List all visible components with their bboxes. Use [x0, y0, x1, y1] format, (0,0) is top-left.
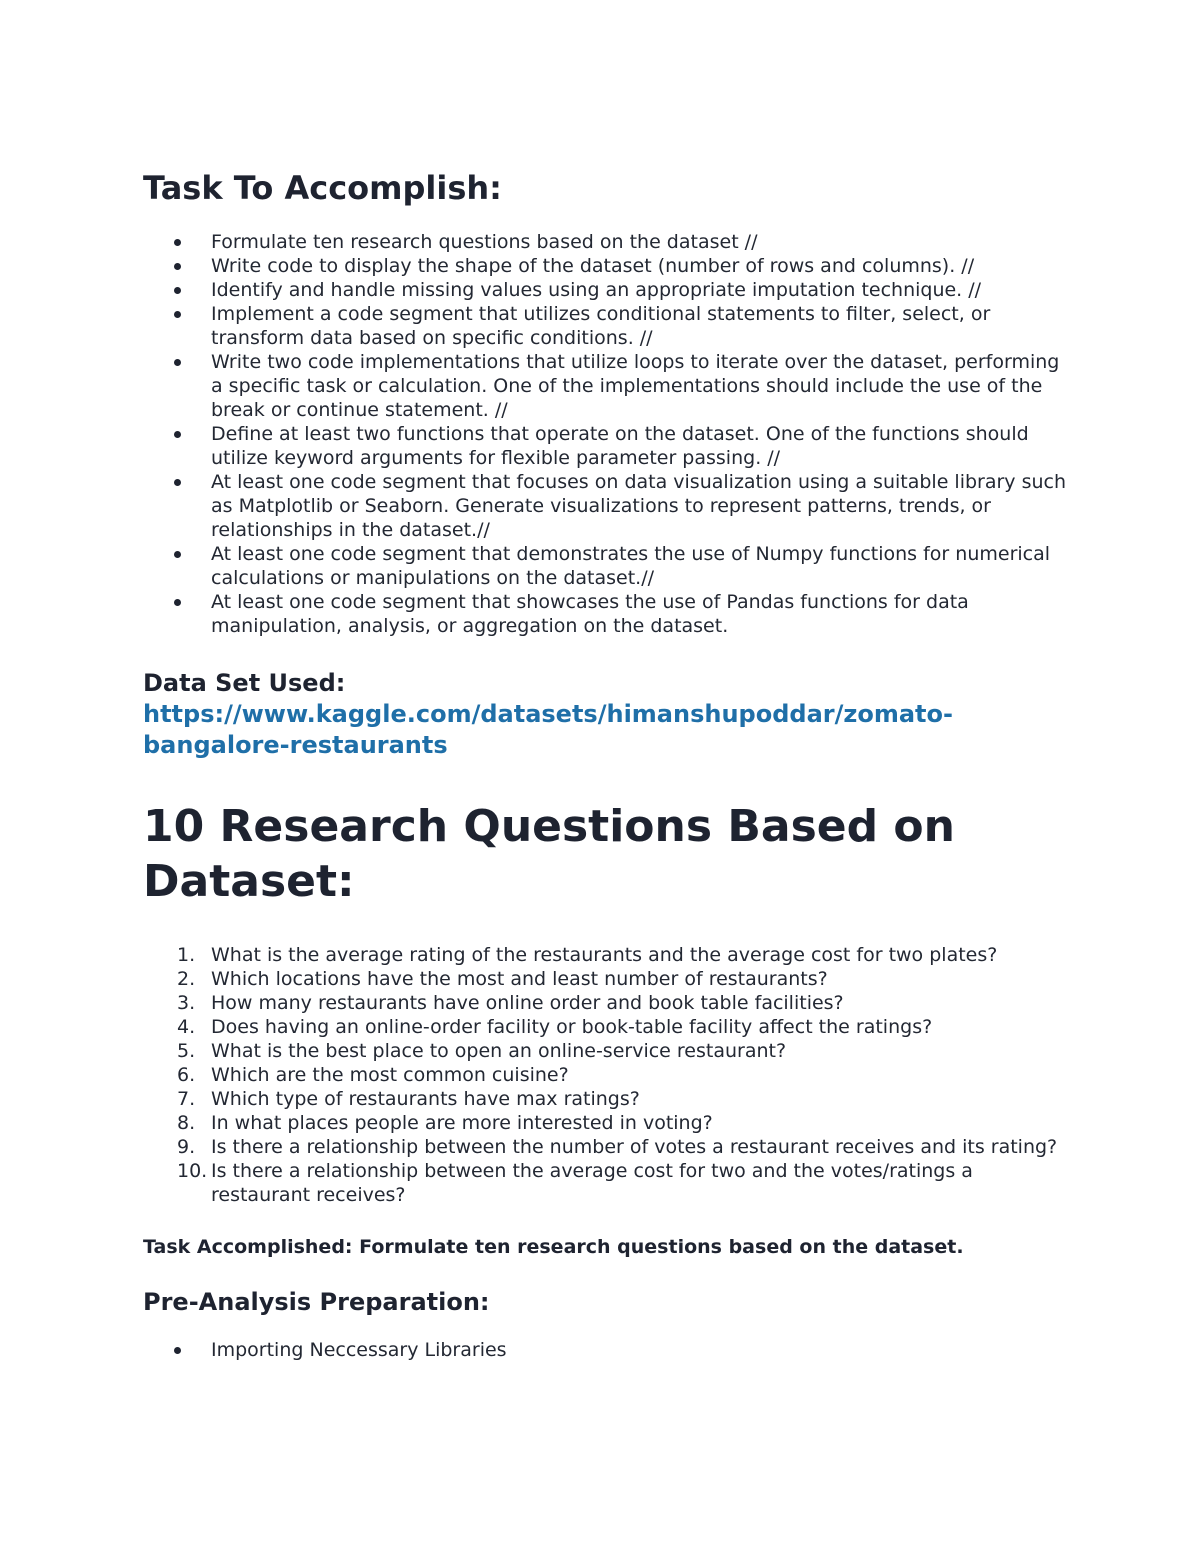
bullet-icon [174, 263, 181, 270]
task-accomplished: Task Accomplished: Formulate ten research questions based on the dataset. [143, 1236, 964, 1258]
question-text: Which are the most common cuisine? [211, 1064, 569, 1086]
bullet-icon [174, 599, 181, 606]
task-item-text: Identify and handle missing values using an appropriate imputation technique. // [211, 279, 982, 301]
prep-list [143, 1338, 1073, 1362]
question-text: Which locations have the most and least number of restaurants? [211, 968, 828, 990]
dataset-link[interactable]: https://www.kaggle.com/datasets/himanshupoddar/zomato-bangalore-restaurants [143, 700, 953, 759]
question-number: 6. [177, 1064, 196, 1086]
task-item [143, 254, 1073, 278]
bullet-icon [174, 1347, 181, 1354]
question-number: 5. [177, 1040, 196, 1062]
question-text: What is the average rating of the restaurants and the average cost for two plates? [211, 944, 998, 966]
question-item [143, 1135, 1073, 1159]
research-question-list [143, 943, 1073, 1207]
bullet-icon [174, 239, 181, 246]
task-item [143, 470, 1073, 542]
question-number: 9. [177, 1136, 196, 1158]
question-item [143, 1087, 1073, 1111]
task-item-text: Implement a code segment that utilizes conditional statements to filter, select, or transform data based on specific conditions. // [211, 303, 991, 349]
task-item-text: At least one code segment that showcases the use of Pandas functions for data manipulation, analysis, or aggregation on the dataset. [211, 591, 969, 637]
task-item-text: Define at least two functions that operate on the dataset. One of the functions should utilize keyword arguments for flexible parameter passing. // [211, 423, 1029, 469]
bullet-icon [174, 479, 181, 486]
question-item [143, 1015, 1073, 1039]
task-item [143, 302, 1073, 350]
question-text: Which type of restaurants have max ratings? [211, 1088, 640, 1110]
question-number: 7. [177, 1088, 196, 1110]
task-item-text: Write code to display the shape of the dataset (number of rows and columns). // [211, 255, 975, 277]
task-item-text: At least one code segment that focuses on data visualization using a suitable library such as Matplotlib or Seaborn. Generate visualizations to represent patterns, trends, or relationships in the dataset.// [211, 471, 1067, 541]
task-item-text: Write two code implementations that utilize loops to iterate over the dataset, performing a specific task or calculation. One of the implementations should include the use of the break or continue statement. // [211, 351, 1060, 421]
question-text: How many restaurants have online order and book table facilities? [211, 992, 844, 1014]
question-text: Is there a relationship between the number of votes a restaurant receives and its rating? [211, 1136, 1058, 1158]
question-text: Does having an online-order facility or book-table facility affect the ratings? [211, 1016, 933, 1038]
prep-heading: Pre-Analysis Preparation: [143, 1288, 490, 1316]
question-item [143, 943, 1073, 967]
task-item-text: Formulate ten research questions based on the dataset // [211, 231, 758, 253]
question-number: 8. [177, 1112, 196, 1134]
question-item [143, 1159, 1073, 1207]
question-number: 10. [177, 1160, 208, 1182]
task-item [143, 590, 1073, 638]
question-number: 1. [177, 944, 196, 966]
task-item [143, 230, 1073, 254]
question-item [143, 1063, 1073, 1087]
task-item [143, 542, 1073, 590]
question-text: What is the best place to open an online-service restaurant? [211, 1040, 787, 1062]
question-item [143, 967, 1073, 991]
bullet-icon [174, 287, 181, 294]
dataset-heading: Data Set Used: [143, 669, 346, 697]
bullet-icon [174, 431, 181, 438]
question-text: Is there a relationship between the average cost for two and the votes/ratings a restaurant receives? [211, 1160, 973, 1206]
research-heading: 10 Research Questions Based on Dataset: [143, 801, 955, 907]
question-item [143, 1111, 1073, 1135]
question-number: 3. [177, 992, 196, 1014]
bullet-icon [174, 359, 181, 366]
question-number: 2. [177, 968, 196, 990]
task-heading: Task To Accomplish: [143, 169, 502, 207]
prep-item-text: Importing Neccessary Libraries [211, 1339, 507, 1361]
task-item [143, 350, 1073, 422]
task-item [143, 278, 1073, 302]
task-item [143, 422, 1073, 470]
task-item-text: At least one code segment that demonstrates the use of Numpy functions for numerical calculations or manipulations on the dataset.// [211, 543, 1051, 589]
prep-item [143, 1338, 1073, 1362]
question-number: 4. [177, 1016, 196, 1038]
bullet-icon [174, 551, 181, 558]
question-text: In what places people are more interested in voting? [211, 1112, 713, 1134]
document-page [143, 168, 1073, 1362]
task-list [143, 230, 1073, 638]
question-item [143, 991, 1073, 1015]
bullet-icon [174, 311, 181, 318]
question-item [143, 1039, 1073, 1063]
